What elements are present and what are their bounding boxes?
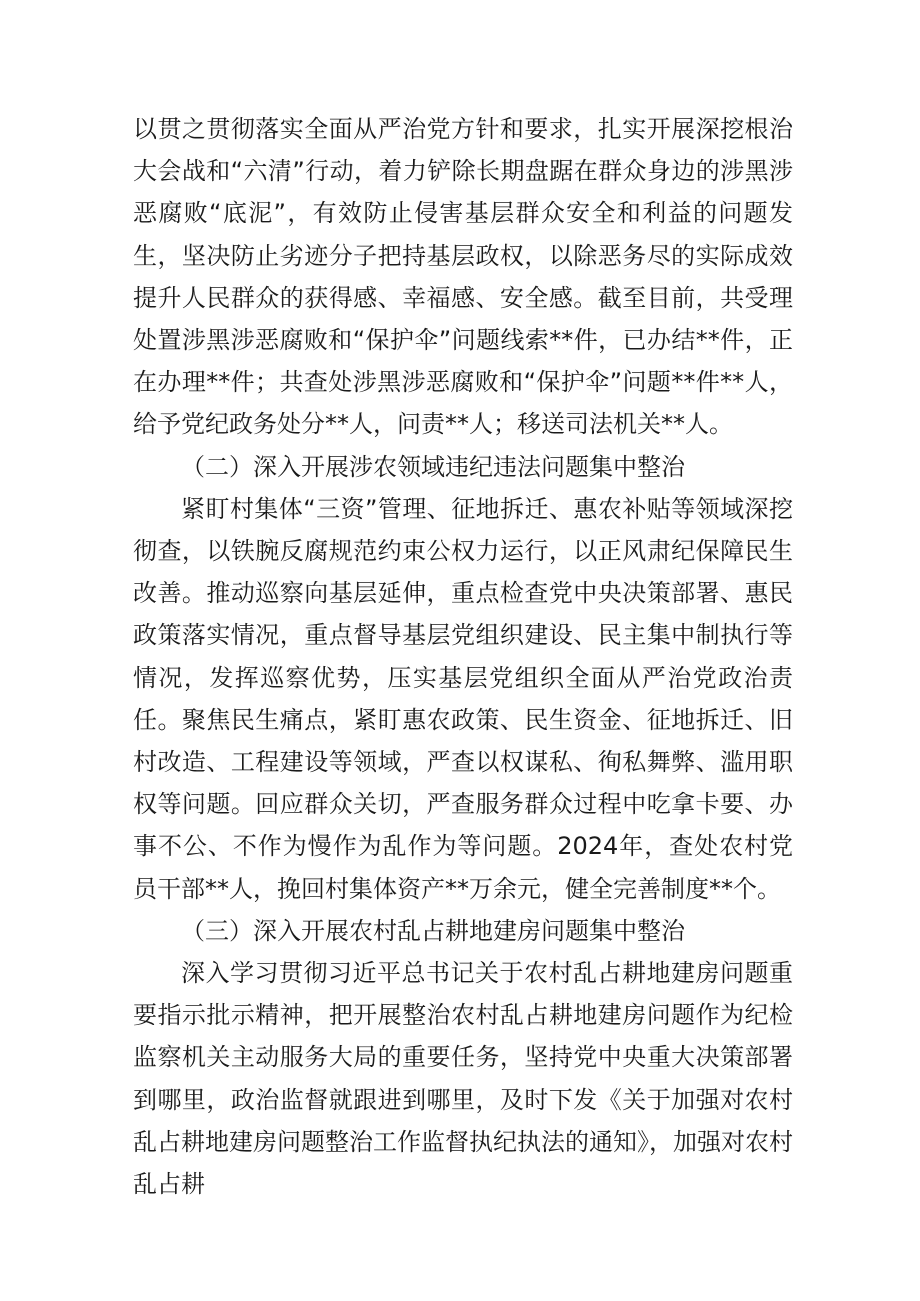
- paragraph-section-3: 深入学习贯彻习近平总书记关于农村乱占耕地建房问题重要指示批示精神，把开展整治农村乱占耕地建房问题作为纪检监察机关主动服务大局的重要任务，坚持党中央重大决策部署到哪里，政治监督就跟进到哪里，及时下发《关于加强对农村乱占耕地建房问题整治工作监督执纪执法的通知》，加强对农村乱占耕: [133, 959, 793, 1199]
- section-heading-2: （二）深入开展涉农领域违纪违法问题集中整治: [181, 452, 685, 481]
- section-heading-3: （三）深入开展农村乱占耕地建房问题集中整治: [181, 916, 685, 945]
- document-body: [133, 108, 793, 1205]
- paragraph-continuation: 以贯之贯彻落实全面从严治党方针和要求，扎实开展深挖根治大会战和“六清”行动，着力铲除长期盘踞在群众身边的涉黑涉恶腐败“底泥”，有效防止侵害基层群众安全和利益的问题发生，坚决防止劣迹分子把持基层政权，以除恶务尽的实际成效提升人民群众的获得感、幸福感、安全感。截至目前，共受理处置涉黑涉恶腐败和“保护伞”问题线索**件，已办结**件，正在办理**件；共查处涉黑涉恶腐败和“保护伞”问题**件**人，给予党纪政务处分**人，问责**人；移送司法机关**人。: [133, 115, 793, 439]
- paragraph-section-2: 紧盯村集体“三资”管理、征地拆迁、惠农补贴等领域深挖彻查，以铁腕反腐规范约束公权力运行，以正风肃纪保障民生改善。推动巡察向基层延伸，重点检查党中央决策部署、惠民政策落实情况，重点督导基层党组织建设、民主集中制执行等情况，发挥巡察优势，压实基层党组织全面从严治党政治责任。聚焦民生痛点，紧盯惠农政策、民生资金、征地拆迁、旧村改造、工程建设等领域，严查以权谋私、徇私舞弊、滥用职权等问题。回应群众关切，严查服务群众过程中吃拿卡要、办事不公、不作为慢作为乱作为等问题。2024年，查处农村党员干部**人，挽回村集体资产**万余元，健全完善制度**个。: [133, 494, 793, 903]
